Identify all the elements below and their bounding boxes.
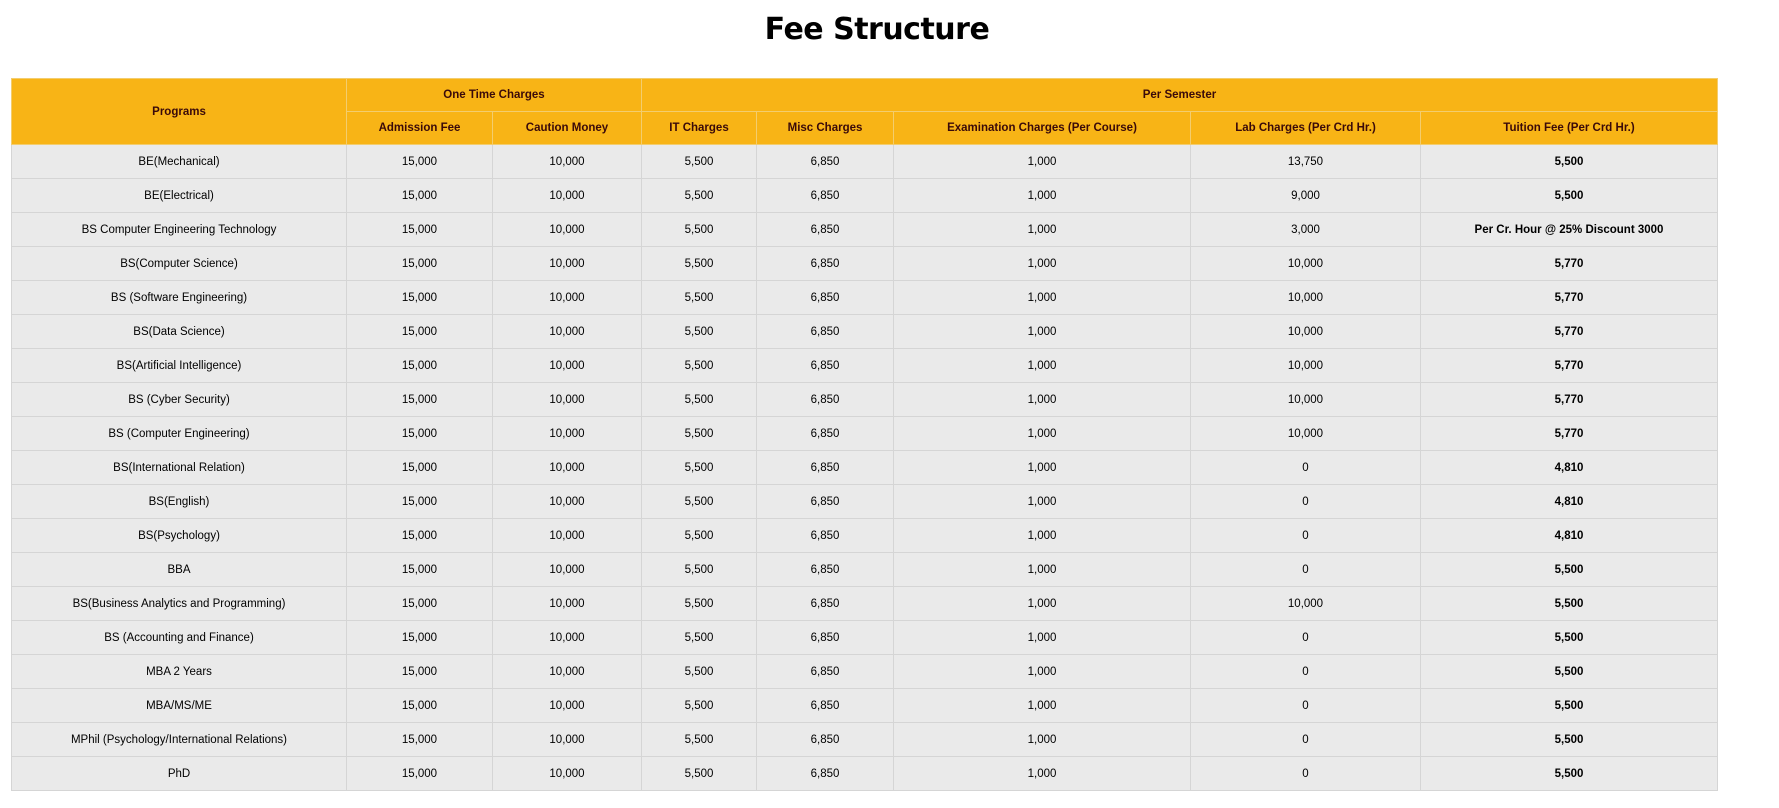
lab-charges-cell: 0: [1191, 553, 1421, 587]
table-row: [12, 689, 1718, 723]
tuition-fee-cell: 5,500: [1421, 145, 1718, 179]
examination-charges-cell: 1,000: [894, 247, 1191, 281]
table-row: [12, 383, 1718, 417]
table-row: [12, 179, 1718, 213]
header-group-one-time-charges: One Time Charges: [347, 79, 642, 112]
admission-fee-cell: 15,000: [347, 315, 493, 349]
examination-charges-cell: 1,000: [894, 723, 1191, 757]
examination-charges-cell: 1,000: [894, 519, 1191, 553]
table-row: [12, 655, 1718, 689]
lab-charges-cell: 13,750: [1191, 145, 1421, 179]
tuition-fee-cell: 5,500: [1421, 587, 1718, 621]
header-group-per-semester: Per Semester: [642, 79, 1718, 112]
tuition-fee-cell: 5,770: [1421, 315, 1718, 349]
it-charges-cell: 5,500: [642, 485, 757, 519]
misc-charges-cell: 6,850: [757, 519, 894, 553]
it-charges-cell: 5,500: [642, 621, 757, 655]
table-header: [12, 79, 1718, 145]
examination-charges-cell: 1,000: [894, 281, 1191, 315]
tuition-fee-cell: 5,500: [1421, 655, 1718, 689]
caution-money-cell: 10,000: [493, 451, 642, 485]
admission-fee-cell: 15,000: [347, 349, 493, 383]
caution-money-cell: 10,000: [493, 179, 642, 213]
caution-money-cell: 10,000: [493, 145, 642, 179]
caution-money-cell: 10,000: [493, 519, 642, 553]
misc-charges-cell: 6,850: [757, 145, 894, 179]
it-charges-cell: 5,500: [642, 723, 757, 757]
admission-fee-cell: 15,000: [347, 281, 493, 315]
caution-money-cell: 10,000: [493, 621, 642, 655]
examination-charges-cell: 1,000: [894, 621, 1191, 655]
it-charges-cell: 5,500: [642, 179, 757, 213]
program-name-cell: MPhil (Psychology/International Relations): [12, 723, 347, 757]
it-charges-cell: 5,500: [642, 383, 757, 417]
tuition-fee-cell: 5,500: [1421, 553, 1718, 587]
examination-charges-cell: 1,000: [894, 587, 1191, 621]
table-row: [12, 485, 1718, 519]
misc-charges-cell: 6,850: [757, 723, 894, 757]
it-charges-cell: 5,500: [642, 213, 757, 247]
caution-money-cell: 10,000: [493, 655, 642, 689]
table-row: [12, 451, 1718, 485]
table-row: [12, 621, 1718, 655]
tuition-fee-cell: 5,770: [1421, 383, 1718, 417]
program-name-cell: BE(Mechanical): [12, 145, 347, 179]
lab-charges-cell: 10,000: [1191, 315, 1421, 349]
admission-fee-cell: 15,000: [347, 587, 493, 621]
misc-charges-cell: 6,850: [757, 213, 894, 247]
tuition-fee-cell: 4,810: [1421, 451, 1718, 485]
table-row: [12, 315, 1718, 349]
misc-charges-cell: 6,850: [757, 349, 894, 383]
lab-charges-cell: 10,000: [1191, 349, 1421, 383]
table-row: [12, 553, 1718, 587]
program-name-cell: PhD: [12, 757, 347, 791]
misc-charges-cell: 6,850: [757, 451, 894, 485]
examination-charges-cell: 1,000: [894, 417, 1191, 451]
examination-charges-cell: 1,000: [894, 179, 1191, 213]
admission-fee-cell: 15,000: [347, 451, 493, 485]
lab-charges-cell: 0: [1191, 723, 1421, 757]
caution-money-cell: 10,000: [493, 213, 642, 247]
it-charges-cell: 5,500: [642, 247, 757, 281]
table-row: [12, 213, 1718, 247]
program-name-cell: BS(Business Analytics and Programming): [12, 587, 347, 621]
header-caution-money: Caution Money: [493, 112, 642, 145]
misc-charges-cell: 6,850: [757, 247, 894, 281]
lab-charges-cell: 10,000: [1191, 281, 1421, 315]
tuition-fee-cell: Per Cr. Hour @ 25% Discount 3000: [1421, 213, 1718, 247]
examination-charges-cell: 1,000: [894, 757, 1191, 791]
caution-money-cell: 10,000: [493, 689, 642, 723]
table-row: [12, 349, 1718, 383]
tuition-fee-cell: 5,500: [1421, 723, 1718, 757]
caution-money-cell: 10,000: [493, 417, 642, 451]
admission-fee-cell: 15,000: [347, 723, 493, 757]
program-name-cell: BS(Data Science): [12, 315, 347, 349]
it-charges-cell: 5,500: [642, 281, 757, 315]
it-charges-cell: 5,500: [642, 689, 757, 723]
table-row: [12, 587, 1718, 621]
tuition-fee-cell: 5,500: [1421, 689, 1718, 723]
it-charges-cell: 5,500: [642, 519, 757, 553]
examination-charges-cell: 1,000: [894, 213, 1191, 247]
program-name-cell: MBA 2 Years: [12, 655, 347, 689]
it-charges-cell: 5,500: [642, 655, 757, 689]
fee-structure-table: [11, 78, 1718, 791]
header-lab-charges: Lab Charges (Per Crd Hr.): [1191, 112, 1421, 145]
caution-money-cell: 10,000: [493, 485, 642, 519]
examination-charges-cell: 1,000: [894, 349, 1191, 383]
tuition-fee-cell: 5,770: [1421, 349, 1718, 383]
lab-charges-cell: 9,000: [1191, 179, 1421, 213]
lab-charges-cell: 10,000: [1191, 417, 1421, 451]
program-name-cell: BS Computer Engineering Technology: [12, 213, 347, 247]
misc-charges-cell: 6,850: [757, 689, 894, 723]
admission-fee-cell: 15,000: [347, 485, 493, 519]
lab-charges-cell: 0: [1191, 757, 1421, 791]
misc-charges-cell: 6,850: [757, 179, 894, 213]
admission-fee-cell: 15,000: [347, 247, 493, 281]
program-name-cell: BS(International Relation): [12, 451, 347, 485]
admission-fee-cell: 15,000: [347, 213, 493, 247]
table-row: [12, 247, 1718, 281]
caution-money-cell: 10,000: [493, 587, 642, 621]
it-charges-cell: 5,500: [642, 315, 757, 349]
misc-charges-cell: 6,850: [757, 485, 894, 519]
tuition-fee-cell: 5,500: [1421, 757, 1718, 791]
header-programs: Programs: [12, 79, 347, 145]
it-charges-cell: 5,500: [642, 349, 757, 383]
misc-charges-cell: 6,850: [757, 655, 894, 689]
examination-charges-cell: 1,000: [894, 689, 1191, 723]
lab-charges-cell: 0: [1191, 519, 1421, 553]
table-row: [12, 723, 1718, 757]
admission-fee-cell: 15,000: [347, 519, 493, 553]
program-name-cell: BS(English): [12, 485, 347, 519]
misc-charges-cell: 6,850: [757, 383, 894, 417]
header-tuition-fee: Tuition Fee (Per Crd Hr.): [1421, 112, 1718, 145]
caution-money-cell: 10,000: [493, 723, 642, 757]
caution-money-cell: 10,000: [493, 315, 642, 349]
tuition-fee-cell: 5,770: [1421, 281, 1718, 315]
it-charges-cell: 5,500: [642, 757, 757, 791]
program-name-cell: BBA: [12, 553, 347, 587]
lab-charges-cell: 10,000: [1191, 247, 1421, 281]
tuition-fee-cell: 5,500: [1421, 179, 1718, 213]
caution-money-cell: 10,000: [493, 757, 642, 791]
lab-charges-cell: 0: [1191, 655, 1421, 689]
examination-charges-cell: 1,000: [894, 383, 1191, 417]
table-row: [12, 281, 1718, 315]
examination-charges-cell: 1,000: [894, 485, 1191, 519]
admission-fee-cell: 15,000: [347, 655, 493, 689]
it-charges-cell: 5,500: [642, 587, 757, 621]
lab-charges-cell: 0: [1191, 621, 1421, 655]
table-body: [12, 145, 1718, 791]
program-name-cell: MBA/MS/ME: [12, 689, 347, 723]
lab-charges-cell: 10,000: [1191, 383, 1421, 417]
program-name-cell: BS (Computer Engineering): [12, 417, 347, 451]
misc-charges-cell: 6,850: [757, 417, 894, 451]
header-misc-charges: Misc Charges: [757, 112, 894, 145]
examination-charges-cell: 1,000: [894, 315, 1191, 349]
program-name-cell: BS (Cyber Security): [12, 383, 347, 417]
examination-charges-cell: 1,000: [894, 451, 1191, 485]
misc-charges-cell: 6,850: [757, 553, 894, 587]
examination-charges-cell: 1,000: [894, 145, 1191, 179]
tuition-fee-cell: 4,810: [1421, 519, 1718, 553]
admission-fee-cell: 15,000: [347, 757, 493, 791]
lab-charges-cell: 3,000: [1191, 213, 1421, 247]
misc-charges-cell: 6,850: [757, 315, 894, 349]
it-charges-cell: 5,500: [642, 145, 757, 179]
caution-money-cell: 10,000: [493, 247, 642, 281]
misc-charges-cell: 6,850: [757, 757, 894, 791]
misc-charges-cell: 6,850: [757, 587, 894, 621]
header-examination-charges: Examination Charges (Per Course): [894, 112, 1191, 145]
admission-fee-cell: 15,000: [347, 621, 493, 655]
lab-charges-cell: 0: [1191, 485, 1421, 519]
program-name-cell: BS(Artificial Intelligence): [12, 349, 347, 383]
admission-fee-cell: 15,000: [347, 689, 493, 723]
header-it-charges: IT Charges: [642, 112, 757, 145]
admission-fee-cell: 15,000: [347, 383, 493, 417]
program-name-cell: BS(Computer Science): [12, 247, 347, 281]
admission-fee-cell: 15,000: [347, 179, 493, 213]
program-name-cell: BS(Psychology): [12, 519, 347, 553]
table-row: [12, 519, 1718, 553]
admission-fee-cell: 15,000: [347, 417, 493, 451]
examination-charges-cell: 1,000: [894, 553, 1191, 587]
lab-charges-cell: 0: [1191, 689, 1421, 723]
table-row: [12, 757, 1718, 791]
program-name-cell: BS (Software Engineering): [12, 281, 347, 315]
lab-charges-cell: 10,000: [1191, 587, 1421, 621]
admission-fee-cell: 15,000: [347, 145, 493, 179]
it-charges-cell: 5,500: [642, 451, 757, 485]
misc-charges-cell: 6,850: [757, 281, 894, 315]
table-row: [12, 417, 1718, 451]
tuition-fee-cell: 5,770: [1421, 417, 1718, 451]
caution-money-cell: 10,000: [493, 349, 642, 383]
caution-money-cell: 10,000: [493, 281, 642, 315]
tuition-fee-cell: 5,500: [1421, 621, 1718, 655]
program-name-cell: BE(Electrical): [12, 179, 347, 213]
table-row: [12, 145, 1718, 179]
caution-money-cell: 10,000: [493, 553, 642, 587]
page-title: Fee Structure: [764, 12, 990, 47]
program-name-cell: BS (Accounting and Finance): [12, 621, 347, 655]
it-charges-cell: 5,500: [642, 417, 757, 451]
misc-charges-cell: 6,850: [757, 621, 894, 655]
admission-fee-cell: 15,000: [347, 553, 493, 587]
header-admission-fee: Admission Fee: [347, 112, 493, 145]
examination-charges-cell: 1,000: [894, 655, 1191, 689]
lab-charges-cell: 0: [1191, 451, 1421, 485]
caution-money-cell: 10,000: [493, 383, 642, 417]
it-charges-cell: 5,500: [642, 553, 757, 587]
tuition-fee-cell: 4,810: [1421, 485, 1718, 519]
tuition-fee-cell: 5,770: [1421, 247, 1718, 281]
